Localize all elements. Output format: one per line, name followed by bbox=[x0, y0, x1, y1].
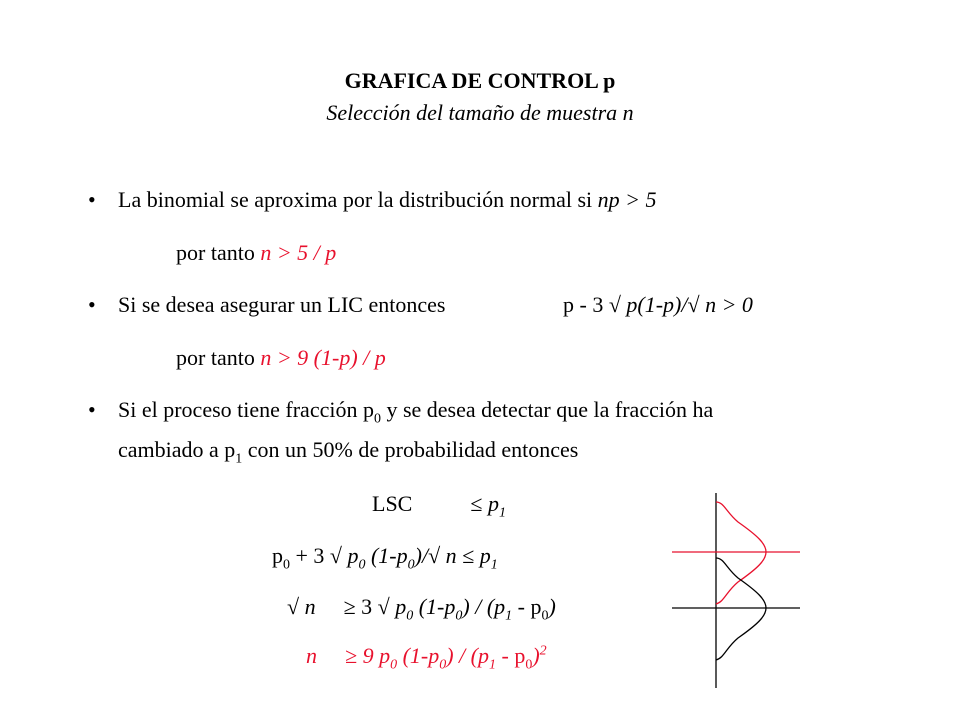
bullet-3-l1-b: y se desea detectar que la fracción ha bbox=[380, 397, 714, 422]
bullet-marker-2: • bbox=[88, 292, 96, 317]
eq2-c-sub: 0 bbox=[358, 557, 366, 573]
bullet-3-l2-a: cambiado a p bbox=[118, 437, 236, 462]
eq3-e-sub: 0 bbox=[541, 608, 549, 624]
eq3-e: - p bbox=[512, 594, 542, 619]
bullet-3-l1-a: Si el proceso tiene fracción p bbox=[118, 397, 374, 422]
bullet-2-text: Si se desea asegurar un LIC entonces bbox=[118, 292, 446, 317]
bullet-1 bbox=[118, 187, 656, 213]
eq2-e-sub: 1 bbox=[490, 557, 498, 573]
bullet-2-expr bbox=[563, 292, 753, 318]
eq4-b: p bbox=[379, 643, 391, 668]
bullet-1-cont-expr: n > 5 / p bbox=[260, 240, 337, 265]
eq2-a: p bbox=[272, 543, 283, 568]
bullet-2-expr-b: p(1-p)/√ n > 0 bbox=[626, 292, 753, 317]
eq3-d: ) / (p bbox=[462, 594, 506, 619]
eq4-d: ) / (p bbox=[446, 643, 489, 668]
eq3-f: ) bbox=[548, 594, 556, 619]
bullet-3-l2-b: con un 50% de probabilidad entonces bbox=[242, 437, 579, 462]
eq3-b: p bbox=[395, 594, 407, 619]
diagram-black-bell-curve bbox=[716, 558, 766, 660]
bullet-1-text: La binomial se aproxima por la distribución normal si bbox=[118, 187, 598, 212]
eq3-c-sub: 0 bbox=[455, 608, 463, 624]
eq4-e: - p bbox=[496, 643, 526, 668]
bullet-2-cont-text: por tanto bbox=[176, 345, 261, 370]
eq4-a: n bbox=[306, 643, 317, 668]
eq1-p: p bbox=[487, 491, 499, 516]
eq3-b-sub: 0 bbox=[406, 608, 414, 624]
bullet-marker-1: • bbox=[88, 187, 96, 212]
eq4-d-sub: 1 bbox=[489, 657, 496, 673]
eq3-rel: ≥ 3 √ bbox=[343, 594, 396, 619]
bullet-3-l2-sub: 1 bbox=[235, 451, 243, 467]
eq3-d-sub: 1 bbox=[505, 608, 513, 624]
bullet-2-expr-a: p - 3 √ bbox=[563, 292, 627, 317]
bullet-3-line-2 bbox=[118, 437, 579, 467]
eq4-f: ) bbox=[532, 643, 540, 668]
equation-1 bbox=[372, 491, 506, 521]
eq3-c: (1-p bbox=[413, 594, 456, 619]
distribution-diagram bbox=[666, 488, 816, 693]
diagram-red-bell-curve bbox=[716, 502, 766, 604]
eq2-c: p bbox=[347, 543, 359, 568]
page-subtitle: Selección del tamaño de muestra n bbox=[326, 100, 634, 125]
eq1-rel: ≤ bbox=[470, 491, 488, 516]
eq2-d-sub: 0 bbox=[407, 557, 415, 573]
eq2-d: (1-p bbox=[365, 543, 408, 568]
bullet-marker-3: • bbox=[88, 397, 96, 422]
eq4-b-sub: 0 bbox=[390, 657, 398, 673]
eq4-c-sub: 0 bbox=[439, 657, 447, 673]
eq1-lhs: LSC bbox=[372, 491, 413, 516]
page-title: GRAFICA DE CONTROL p bbox=[344, 68, 616, 93]
eq4-c: (1-p bbox=[397, 643, 440, 668]
bullet-1-cont-text: por tanto bbox=[176, 240, 261, 265]
bullet-3-l1-sub: 0 bbox=[373, 411, 381, 427]
equation-3 bbox=[287, 594, 556, 624]
bullet-2-continuation bbox=[176, 345, 386, 371]
bullet-2-cont-expr: n > 9 (1-p) / p bbox=[260, 345, 386, 370]
eq1-sub: 1 bbox=[498, 505, 506, 521]
eq2-e: )/√ n ≤ p bbox=[414, 543, 491, 568]
equation-4 bbox=[306, 643, 547, 673]
eq4-sup: 2 bbox=[539, 643, 547, 659]
bullet-1-continuation bbox=[176, 240, 336, 266]
equation-2 bbox=[272, 543, 498, 573]
bullet-3-line-1 bbox=[118, 397, 714, 427]
eq3-a: √ n bbox=[287, 594, 316, 619]
eq2-s0: 0 bbox=[283, 557, 290, 573]
bullet-1-expr: np > 5 bbox=[597, 187, 657, 212]
eq2-b: + 3 √ bbox=[290, 543, 348, 568]
eq4-rel: ≥ 9 bbox=[345, 643, 380, 668]
eq4-e-sub: 0 bbox=[525, 657, 533, 673]
